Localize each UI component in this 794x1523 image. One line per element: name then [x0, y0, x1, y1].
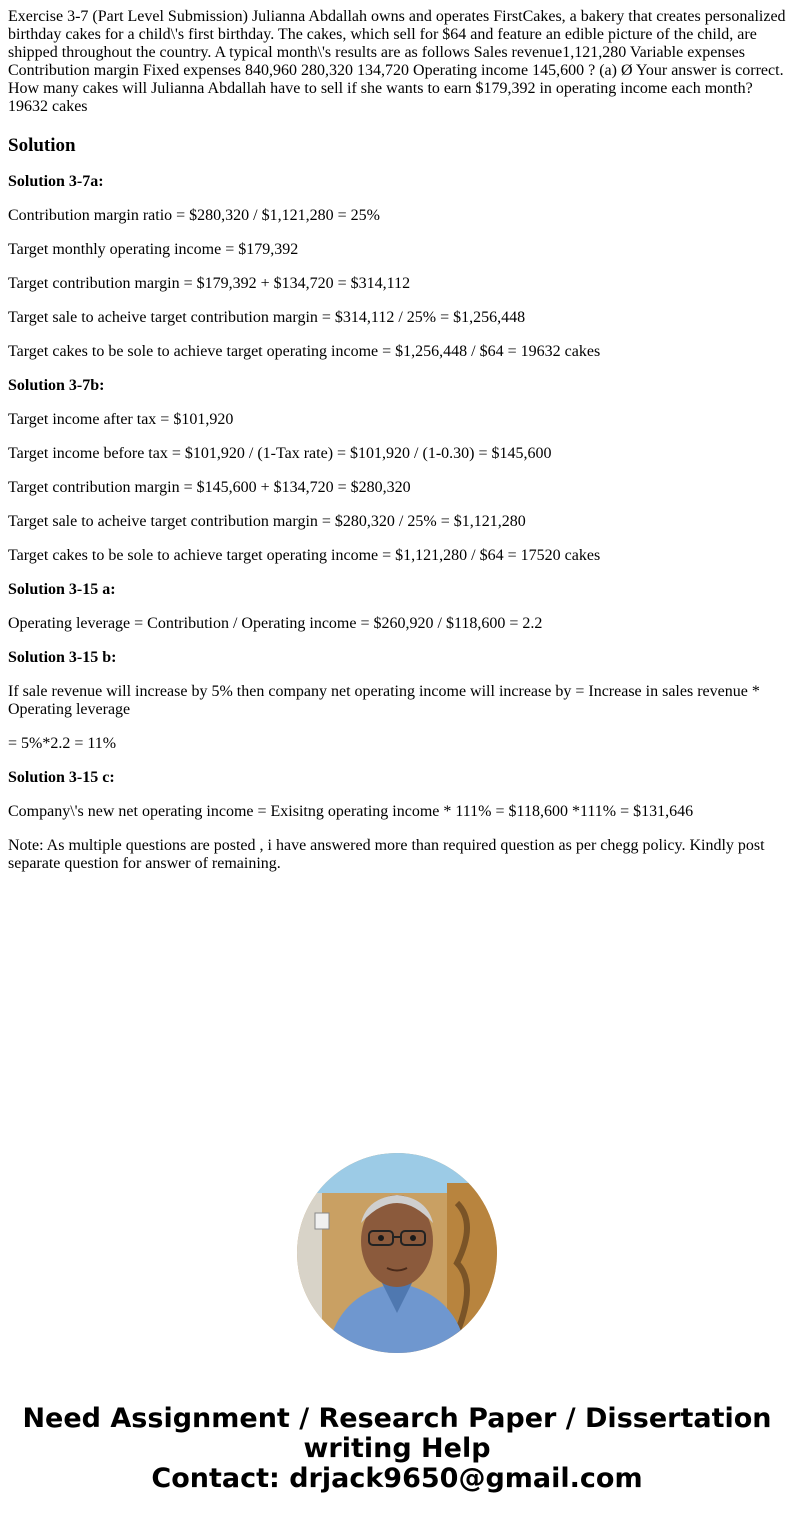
author-photo-icon — [297, 1153, 497, 1353]
solution-blocks — [8, 173, 788, 873]
solution-line: Target income after tax = $101,920 — [8, 411, 234, 428]
solution-subheading: Solution 3-15 c: — [8, 769, 115, 786]
promo-line-2: writing Help — [303, 1433, 491, 1464]
solution-line: Target contribution margin = $179,392 + $134,720 = $314,112 — [8, 275, 411, 292]
solution-line: Target income before tax = $101,920 / (1-Tax rate) = $101,920 / (1-0.30) = $145,600 — [8, 445, 552, 462]
promo-line-1: Need Assignment / Research Paper / Dissertation — [22, 1403, 772, 1434]
solution-line: Target sale to acheive target contribution margin = $314,112 / 25% = $1,256,448 — [8, 309, 526, 326]
solution-line: Target contribution margin = $145,600 + $134,720 = $280,320 — [8, 479, 411, 496]
solution-line: Target cakes to be sole to achieve target operating income = $1,256,448 / $64 = 19632 cakes — [8, 343, 601, 360]
solution-line: Company\'s new net operating income = Exisitng operating income * 111% = $118,600 *111% = $131,646 — [8, 803, 694, 820]
solution-line: Note: As multiple questions are posted , i have answered more than required question as per chegg policy. Kindly post separate question for answer of remaining. — [8, 837, 765, 872]
solution-subheading: Solution 3-7a: — [8, 173, 104, 190]
promo-banner — [0, 1404, 794, 1494]
author-avatar — [297, 1153, 497, 1353]
question-text: Exercise 3-7 (Part Level Submission) Julianna Abdallah owns and operates FirstCakes, a bakery that creates personalized birthday cakes for a child\'s first birthday. The cakes, which sell for $64 and feature an edible picture of the child, are shipped throughout the country. A typical month\'s results are as follows Sales revenue1,121,280 Variable expenses Contribution margin Fixed expenses 840,960 280,320 134,720 Operating income 145,600 ? (a) Ø Your answer is correct. How many cakes will Julianna Abdallah have to sell if she wants to earn $179,392 in operating income each month? 19632 cakes — [8, 8, 786, 115]
solution-line: = 5%*2.2 = 11% — [8, 735, 117, 752]
solution-subheading: Solution 3-7b: — [8, 377, 105, 394]
solution-line: Target cakes to be sole to achieve target operating income = $1,121,280 / $64 = 17520 cakes — [8, 547, 601, 564]
solution-line: Target sale to acheive target contribution margin = $280,320 / 25% = $1,121,280 — [8, 513, 526, 530]
solution-heading: Solution — [8, 135, 76, 156]
solution-line: Operating leverage = Contribution / Operating income = $260,920 / $118,600 = 2.2 — [8, 615, 543, 632]
document-body — [8, 8, 788, 889]
solution-subheading: Solution 3-15 b: — [8, 649, 117, 666]
solution-line: If sale revenue will increase by 5% then company net operating income will increase by = Increase in sales revenue * Operating leverage — [8, 683, 760, 718]
solution-subheading: Solution 3-15 a: — [8, 581, 116, 598]
solution-line: Contribution margin ratio = $280,320 / $1,121,280 = 25% — [8, 207, 380, 224]
promo-contact: Contact: drjack9650@gmail.com — [151, 1463, 643, 1494]
solution-line: Target monthly operating income = $179,392 — [8, 241, 299, 258]
